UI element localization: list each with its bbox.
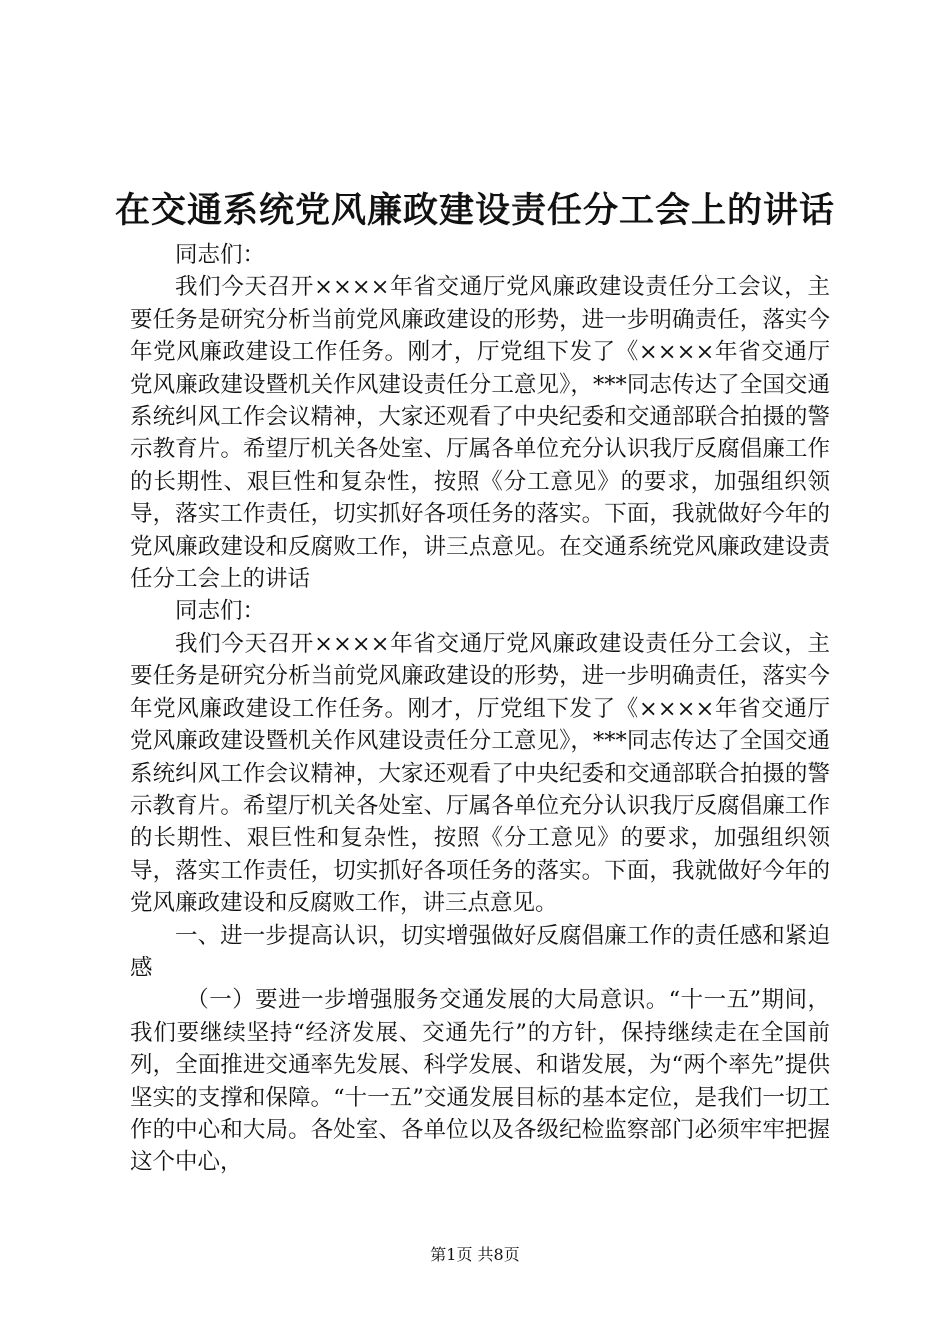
section-heading: 一、进一步提高认识，切实增强做好反腐倡廉工作的责任感和紧迫感: [130, 922, 830, 981]
salutation: 同志们：: [175, 242, 266, 268]
page-footer: [0, 1244, 950, 1266]
subsection-paragraph: （一）要进一步增强服务交通发展的大局意识。“十一五”期间，我们要继续坚持“经济发展、交通先行”的方针，保持继续走在全国前列，全面推进交通率先发展、科学发展、和谐发展，为“两个率先”提供坚实的支撑和保障。“十一五”交通发展目标的基本定位，是我们一切工作的中心和大局。各处室、各单位以及各级纪检监察部门必须牢牢把握这个中心，: [130, 987, 830, 1176]
page-indicator: 第1页 共8页: [430, 1245, 520, 1264]
body-paragraph: 我们今天召开××××年省交通厅党风廉政建设责任分工会议，主要任务是研究分析当前党风廉政建设的形势，进一步明确责任，落实今年党风廉政建设工作任务。刚才，厅党组下发了《××××年省交通厅党风廉政建设暨机关作风建设责任分工意见》，***同志传达了全国交通系统纠风工作会议精神，大家还观看了中央纪委和交通部联合拍摄的警示教育片。希望厅机关各处室、厅属各单位充分认识我厅反腐倡廉工作的长期性、艰巨性和复杂性，按照《分工意见》的要求，加强组织领导，落实工作责任，切实抓好各项任务的落实。下面，我就做好今年的党风廉政建设和反腐败工作，讲三点意见。在交通系统党风廉政建设责任分工会上的讲话: [130, 274, 830, 593]
body-paragraph: 我们今天召开××××年省交通厅党风廉政建设责任分工会议，主要任务是研究分析当前党风廉政建设的形势，进一步明确责任，落实今年党风廉政建设工作任务。刚才，厅党组下发了《××××年省交通厅党风廉政建设暨机关作风建设责任分工意见》，***同志传达了全国交通系统纠风工作会议精神，大家还观看了中央纪委和交通部联合拍摄的警示教育片。希望厅机关各处室、厅属各单位充分认识我厅反腐倡廉工作的长期性、艰巨性和复杂性，按照《分工意见》的要求，加强组织领导，落实工作责任，切实抓好各项任务的落实。下面，我就做好今年的党风廉政建设和反腐败工作，讲三点意见。: [130, 630, 830, 917]
document-body: [130, 239, 830, 1179]
document-title: 在交通系统党风廉政建设责任分工会上的讲话: [114, 191, 835, 231]
salutation: 同志们：: [175, 598, 266, 625]
